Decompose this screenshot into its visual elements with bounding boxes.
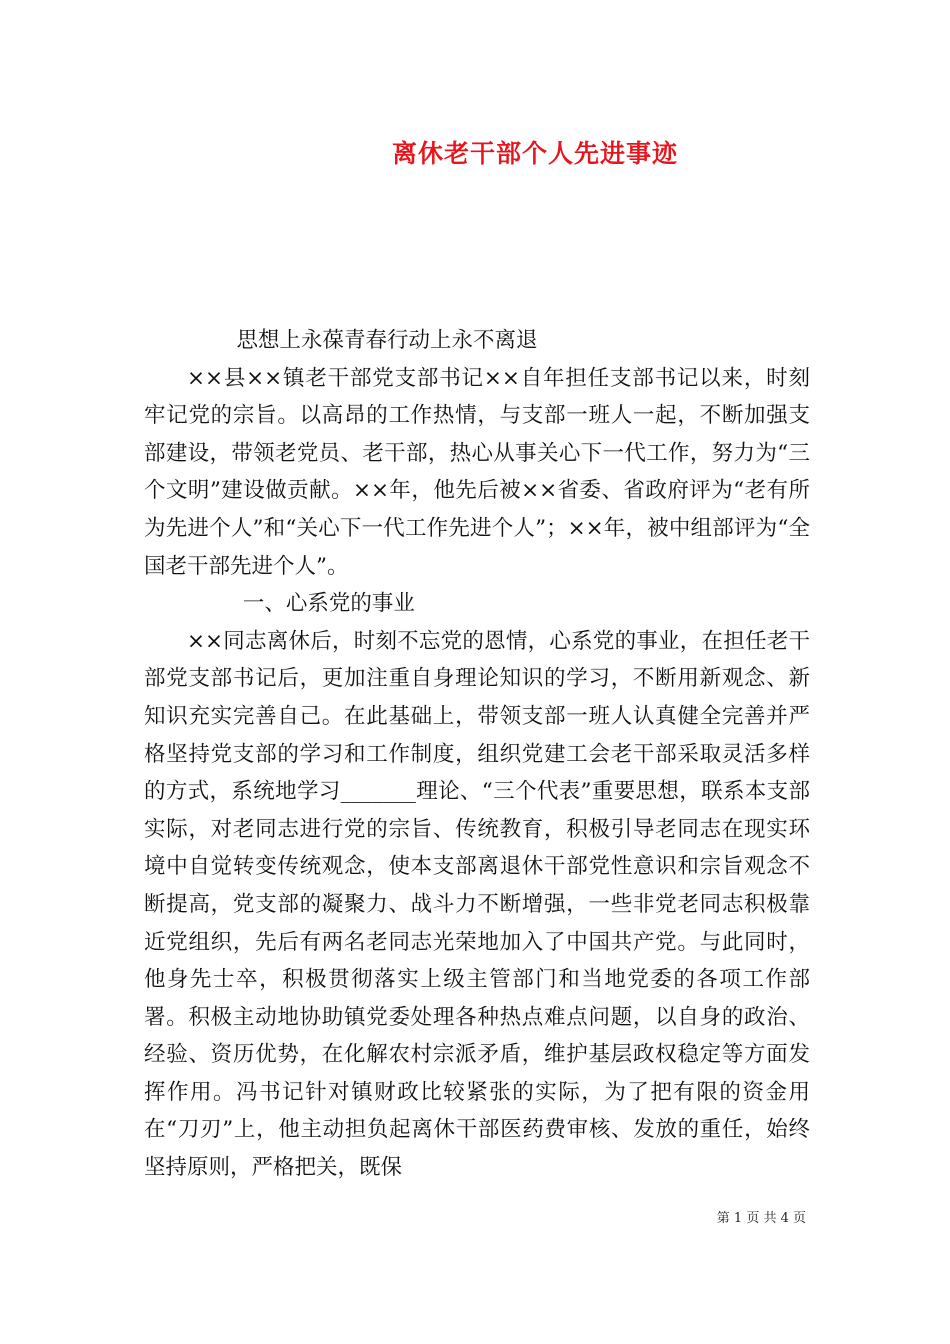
intro-paragraph: ××县××镇老干部党支部书记××自年担任支部书记以来，时刻牢记党的宗旨。以高昂的工作热情，与支部一班人一起，不断加强支部建设，带领老党员、老干部，热心从事关心下一代工作，努力为“三个文明”建设做贡献。××年，他先后被××省委、省政府评为“老有所为先进个人”和“关心下一代工作先进个人”；××年，被中组部评为“全国老干部先进个人”。 (144, 365, 810, 579)
document-title: 离休老干部个人先进事迹 (391, 139, 678, 168)
page-number: 第 1 页 共 4 页 (716, 1211, 806, 1226)
document-subtitle: 思想上永葆青春行动上永不离退 (236, 328, 538, 353)
section-paragraph: ××同志离休后，时刻不忘党的恩情，心系党的事业，在担任老干部党支部书记后，更加注重自身理论知识的学习，不断用新观念、新知识充实完善自己。在此基础上，带领支部一班人认真健全完善并严格坚持党支部的学习和工作制度，组织党建工会老干部采取灵活多样的方式，系统地学习_______理论、“三个代表”重要思想，联系本支部实际，对老同志进行党的宗旨、传统教育，积极引导老同志在现实环境中自觉转变传统观念，使本支部离退休干部党性意识和宗旨观念不断提高，党支部的凝聚力、战斗力不断增强，一些非党老同志积极靠近党组织，先后有两名老同志光荣地加入了中国共产党。与此同时，他身先士卒，积极贯彻落实上级主管部门和当地党委的各项工作部署。积极主动地协助镇党委处理各种热点难点问题，以自身的政治、经验、资历优势，在化解农村宗派矛盾，维护基层政权稳定等方面发挥作用。冯书记针对镇财政比较紧张的实际，为了把有限的资金用在“刀刃”上，他主动担负起离休干部医药费审核、发放的重任，始终坚持原则，严格把关，既保 (144, 628, 810, 1181)
document-body (144, 322, 810, 1187)
section-heading: 一、心系党的事业 (242, 591, 415, 617)
